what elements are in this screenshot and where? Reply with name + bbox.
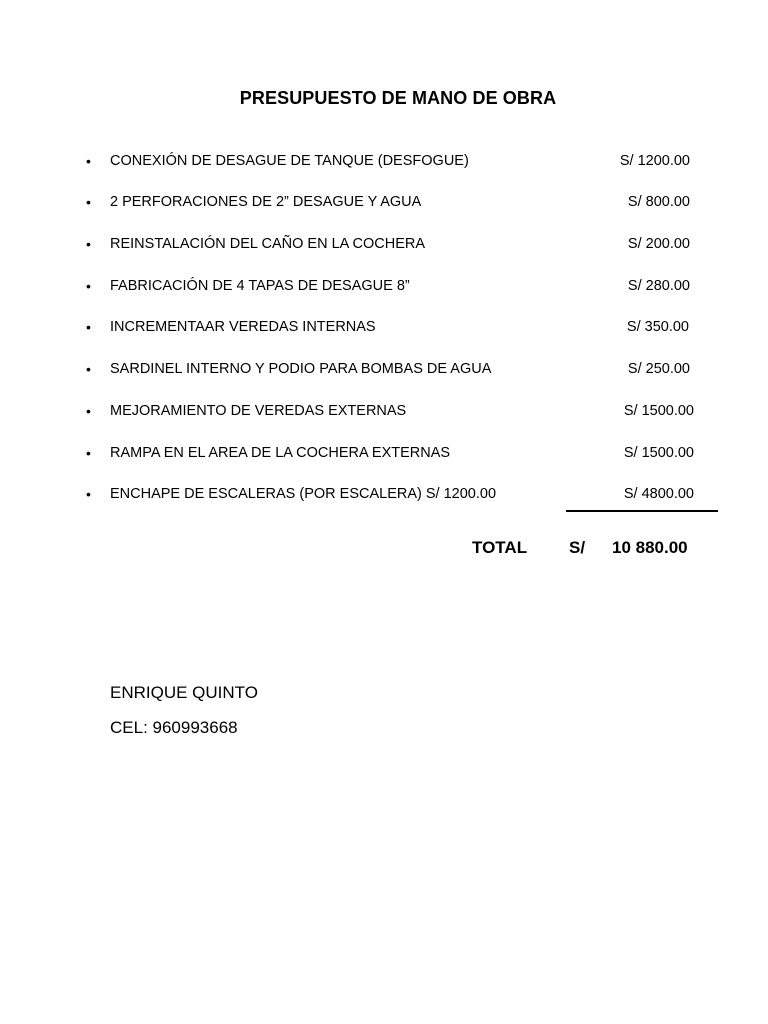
bullet-icon: •: [86, 153, 91, 169]
list-item: [0, 319, 768, 341]
item-price: S/ 250.00: [627, 361, 690, 377]
list-item: [0, 236, 768, 258]
item-price: S/ 280.00: [627, 278, 690, 294]
item-price: S/ 4800.00: [623, 486, 694, 502]
bullet-icon: •: [86, 486, 91, 502]
item-description: 2 PERFORACIONES DE 2” DESAGUE Y AGUA: [110, 194, 422, 210]
item-price: S/ 1500.00: [623, 445, 694, 461]
list-item: [0, 278, 768, 300]
contact-phone: CEL: 960993668: [110, 718, 238, 737]
item-description: REINSTALACIÓN DEL CAÑO EN LA COCHERA: [110, 236, 426, 252]
list-item: [0, 361, 768, 383]
item-description: RAMPA EN EL AREA DE LA COCHERA EXTERNAS: [110, 445, 451, 461]
total-divider: [566, 510, 718, 512]
list-item: [0, 403, 768, 425]
bullet-icon: •: [86, 361, 91, 377]
item-price: S/ 800.00: [627, 194, 690, 210]
item-price: S/ 1200.00: [619, 153, 690, 169]
bullet-icon: •: [86, 236, 91, 252]
total-label: TOTAL: [472, 538, 528, 557]
total-amount: 10 880.00: [612, 538, 688, 557]
list-item: [0, 445, 768, 467]
bullet-icon: •: [86, 319, 91, 335]
item-description: CONEXIÓN DE DESAGUE DE TANQUE (DESFOGUE): [110, 153, 469, 169]
bullet-icon: •: [86, 403, 91, 419]
bullet-icon: •: [86, 445, 91, 461]
item-description: FABRICACIÓN DE 4 TAPAS DE DESAGUE 8”: [110, 278, 410, 294]
item-price: S/ 200.00: [627, 236, 690, 252]
item-description: INCREMENTAAR VEREDAS INTERNAS: [110, 319, 376, 335]
bullet-icon: •: [86, 278, 91, 294]
item-description: ENCHAPE DE ESCALERAS (POR ESCALERA) S/ 1200.00: [110, 486, 497, 502]
item-price: S/ 1500.00: [623, 403, 694, 419]
item-description: MEJORAMIENTO DE VEREDAS EXTERNAS: [110, 403, 407, 419]
list-item: [0, 194, 768, 216]
item-price: S/ 350.00: [626, 319, 689, 335]
bullet-icon: •: [86, 194, 91, 210]
item-description: SARDINEL INTERNO Y PODIO PARA BOMBAS DE AGUA: [110, 361, 492, 377]
document-title: PRESUPUESTO DE MANO DE OBRA: [239, 88, 557, 108]
contact-name: ENRIQUE QUINTO: [110, 683, 258, 702]
list-item: [0, 153, 768, 175]
total-currency: S/: [569, 538, 586, 557]
list-item: [0, 486, 768, 508]
